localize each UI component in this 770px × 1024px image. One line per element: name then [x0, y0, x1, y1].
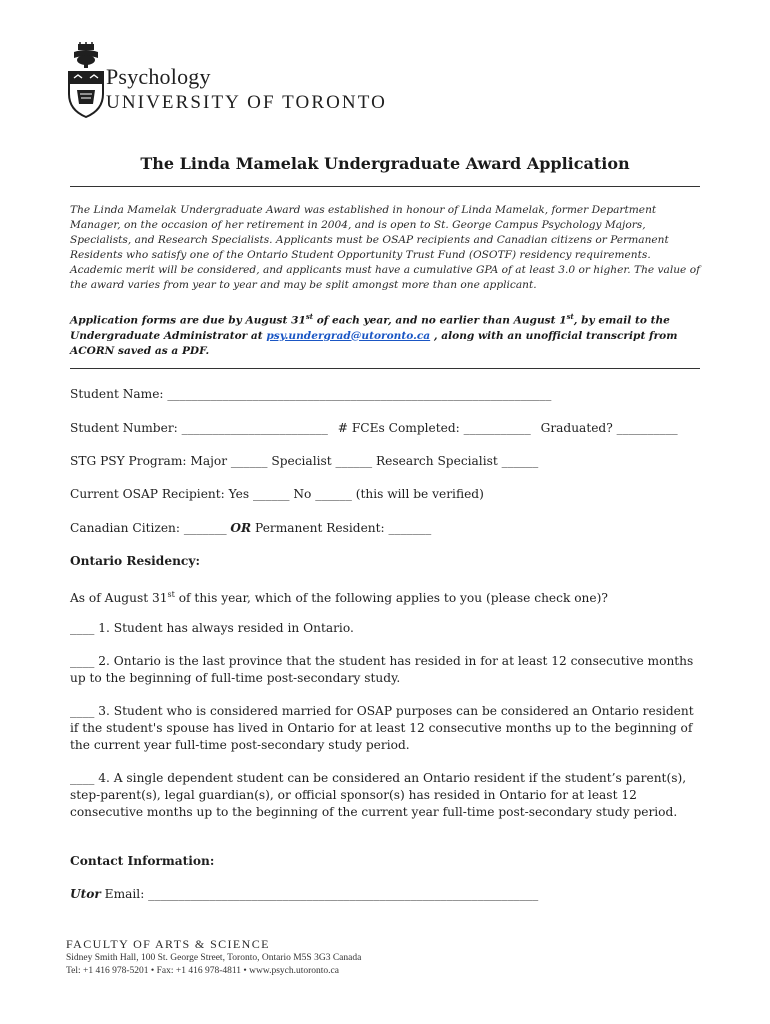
residency-question-post: of this year, which of the following applies to you (please check one)? [174, 591, 608, 606]
residency-option-4[interactable]: ____ 4. A single dependent student can be considered an Ontario resident if the student’s parent(s), step-parent(s), legal guardian(s), or official sponsor(s) has resided in Ontario for at least 12 consecutive months up to the beginning of the current year full-time post-secondary study period. [70, 771, 687, 819]
graduated-field[interactable]: Graduated? __________ [540, 421, 678, 435]
university-crest-icon [66, 42, 106, 118]
due-sup-1: st [305, 312, 314, 321]
university-name: UNIVERSITY OF TORONTO [106, 92, 387, 113]
contact-heading: Contact Information: [70, 854, 215, 868]
program-field[interactable]: STG PSY Program: Major ______ Specialist ______ Research Specialist ______ [70, 454, 539, 468]
residency-option-2[interactable]: ____ 2. Ontario is the last province that the student has resided in for at least 12 consecutive months up to the beginning of full-time post-secondary study. [70, 654, 694, 685]
due-text-3: , by email to the Undergraduate Administrator at [70, 314, 670, 342]
due-sup-2: st [566, 312, 574, 321]
residency-question-pre: As of August 31 [70, 591, 168, 606]
student-name-field[interactable]: Student Name: _______________________________________________________________ [70, 387, 552, 401]
student-number-row [70, 420, 678, 436]
footer-address: Sidney Smith Hall, 100 St. George Street, Toronto, Ontario M5S 3G3 Canada [66, 953, 362, 963]
utor-email-field[interactable] [70, 886, 538, 902]
residency-question-sup: st [167, 590, 175, 599]
due-text-4: , along with an unofficial transcript from ACORN saved as a PDF. [70, 329, 678, 357]
residency-option-3[interactable]: ____ 3. Student who is considered married for OSAP purposes can be considered an Ontario resident if the student's spouse has lived in Ontario for at least 12 consecutive months up to the beginning of the current year full-time post-secondary study period. [70, 704, 694, 752]
canadian-citizen-field[interactable]: Canadian Citizen: _______ [70, 521, 231, 535]
residency-option-1[interactable]: ____ 1. Student has always resided in Ontario. [70, 621, 354, 635]
due-date-notice [70, 309, 702, 359]
footer-contact: Tel: +1 416 978-5201 • Fax: +1 416 978-4811 • www.psych.utoronto.ca [66, 966, 339, 976]
email-link[interactable]: psy.undergrad@utoronto.ca [266, 329, 431, 342]
due-text-2: of each year, and no earlier than August 1 [313, 314, 567, 327]
page-title: The Linda Mamelak Undergraduate Award Application [140, 154, 630, 173]
utor-label: Utor [70, 887, 101, 901]
permanent-resident-field[interactable]: Permanent Resident: _______ [251, 521, 432, 535]
osap-field[interactable]: Current OSAP Recipient: Yes ______ No ______ (this will be verified) [70, 487, 484, 501]
residency-heading: Ontario Residency: [70, 554, 200, 568]
divider [70, 186, 700, 187]
intro-paragraph: The Linda Mamelak Undergraduate Award was established in honour of Linda Mamelak, former Department Manager, on the occasion of her retirement in 2004, and is open to St. George Campus Psychology Majors, Specialists, and Research Specialists. Applicants must be OSAP recipients and Canadian citizens or Permanent Residents who satisfy one of the Ontario Student Opportunity Trust Fund (OSOTF) residency requirements. Academic merit will be considered, and applicants must have a cumulative GPA of at least 3.0 or higher. The value of the award varies from year to year and may be split amongst more than one applicant. [70, 204, 700, 291]
student-number-field[interactable]: Student Number: ________________________ [70, 421, 328, 435]
residency-question [70, 586, 702, 607]
fces-field[interactable]: # FCEs Completed: ___________ [337, 421, 531, 435]
citizenship-row[interactable] [70, 520, 431, 536]
email-label[interactable]: Email: ________________________________________________________________ [100, 887, 539, 901]
or-label: OR [230, 521, 252, 535]
due-text-1: Application forms are due by August 31 [70, 314, 306, 327]
department-name: Psychology [106, 64, 211, 89]
faculty-name: FACULTY OF ARTS & SCIENCE [66, 937, 270, 951]
divider [70, 368, 700, 369]
